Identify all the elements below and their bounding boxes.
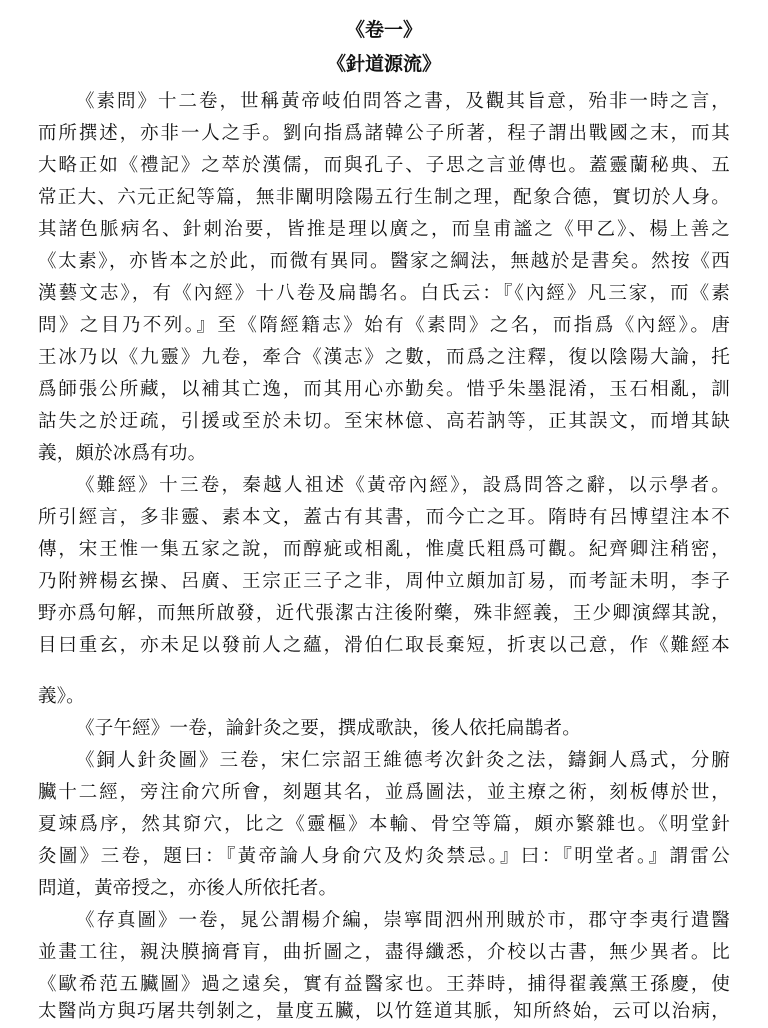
- text-line: 目曰重玄，亦未足以發前人之蘊，滑伯仁取長棄短，折衷以己意，作《難經本: [38, 635, 730, 656]
- text-line: 乃附辨楊玄操、呂廣、王宗正三子之非，周仲立頗加訂易，而考証未明，李子: [38, 571, 730, 592]
- text-line: 傳，宋王惟一集五家之說，而醇疵或相亂，惟虞氏粗爲可觀。紀齊卿注稍密，: [38, 539, 730, 560]
- text-line: 臟十二經，旁注俞穴所會，刻題其名，並爲圖法，並主療之術，刻板傳於世，: [38, 782, 730, 803]
- text-line: 《太素》，亦皆本之於此，而微有異同。醫家之綱法，無越於是書矣。然按《西: [38, 251, 730, 272]
- text-line: 《子午經》一卷，論針灸之要，撰成歌訣，後人依托扁鵲者。: [76, 718, 581, 739]
- text-line: 問》之目乃不列。』至《隋經籍志》始有《素問》之名，而指爲《內經》。唐: [38, 315, 730, 336]
- text-line: 《銅人針灸圖》三卷，宋仁宗詔王維德考次針灸之法，鑄銅人爲式，分腑: [76, 750, 730, 771]
- text-line: 大略正如《禮記》之萃於漢儒，而與孔子、子思之言並傳也。蓋靈蘭秘典、五: [38, 155, 730, 176]
- text-line: 義，頗於冰爲有功。: [38, 443, 207, 464]
- text-line: 王冰乃以《九靈》九卷，牽合《漢志》之數，而爲之注釋，復以陰陽大論，托: [38, 347, 730, 368]
- text-line: 義》。: [38, 686, 85, 707]
- text-line: 太醫尚方與巧屠共刳剝之，量度五臟，以竹筳道其脈，知所終始，云可以治病，: [38, 1001, 730, 1022]
- text-line: 問道，黃帝授之，亦後人所依托者。: [38, 878, 338, 899]
- text-line: 所引經言，多非靈、素本文，蓋古有其書，而今亡之耳。隋時有呂博望注本不: [38, 507, 730, 528]
- text-line: 其諸色脈病名、針刺治要，皆推是理以廣之，而皇甫謐之《甲乙》、楊上善之: [38, 219, 730, 240]
- section-heading: 《針道源流》: [326, 53, 441, 75]
- text-line: 常正大、六元正紀等篇，無非闡明陰陽五行生制之理，配象合德，實切於人身。: [38, 187, 730, 208]
- text-line: 野亦爲句解，而無所啟發，近代張潔古注後附藥，殊非經義，王少卿演繹其說，: [38, 603, 730, 624]
- text-line: 並畫工往，親決膜摘膏肓，曲折圖之，盡得纖悉，介校以古書，無少異者。比: [38, 942, 730, 963]
- text-line: 而所撰述，亦非一人之手。劉向指爲諸韓公子所著，程子謂出戰國之末，而其: [38, 123, 730, 144]
- volume-heading: 《卷一》: [345, 19, 422, 41]
- text-line: 《歐希范五臟圖》過之遠矣，實有益醫家也。王莽時，捕得翟義黨王孫慶，使: [38, 974, 730, 995]
- text-line: 灸圖》三卷，題曰：『黃帝論人身俞穴及灼灸禁忌。』曰：『明堂者。』謂雷公: [38, 846, 730, 867]
- text-line: 夏竦爲序，然其窌穴，比之《靈樞》本輸、骨空等篇，頗亦繁雜也。《明堂針: [38, 814, 730, 835]
- text-line: 爲師張公所藏，以補其亡逸，而其用心亦勤矣。惜乎朱墨混淆，玉石相亂，訓: [38, 379, 730, 400]
- text-line: 《素問》十二卷，世稱黃帝岐伯問答之書，及觀其旨意，殆非一時之言，: [76, 91, 730, 112]
- text-line: 詁失之於迂疏，引援或至於未切。至宋林億、高若訥等，正其誤文，而增其缺: [38, 411, 730, 432]
- text-line: 《難經》十三卷，秦越人祖述《黃帝內經》，設爲問答之辭，以示學者。: [76, 475, 730, 496]
- text-line: 漢藝文志》，有《內經》十八卷及扁鵲名。白氏云：『《內經》凡三家，而《素: [38, 283, 730, 304]
- text-line: 《存真圖》一卷，晁公謂楊介編，崇寧間泗州刑賊於市，郡守李夷行遣醫: [76, 910, 730, 931]
